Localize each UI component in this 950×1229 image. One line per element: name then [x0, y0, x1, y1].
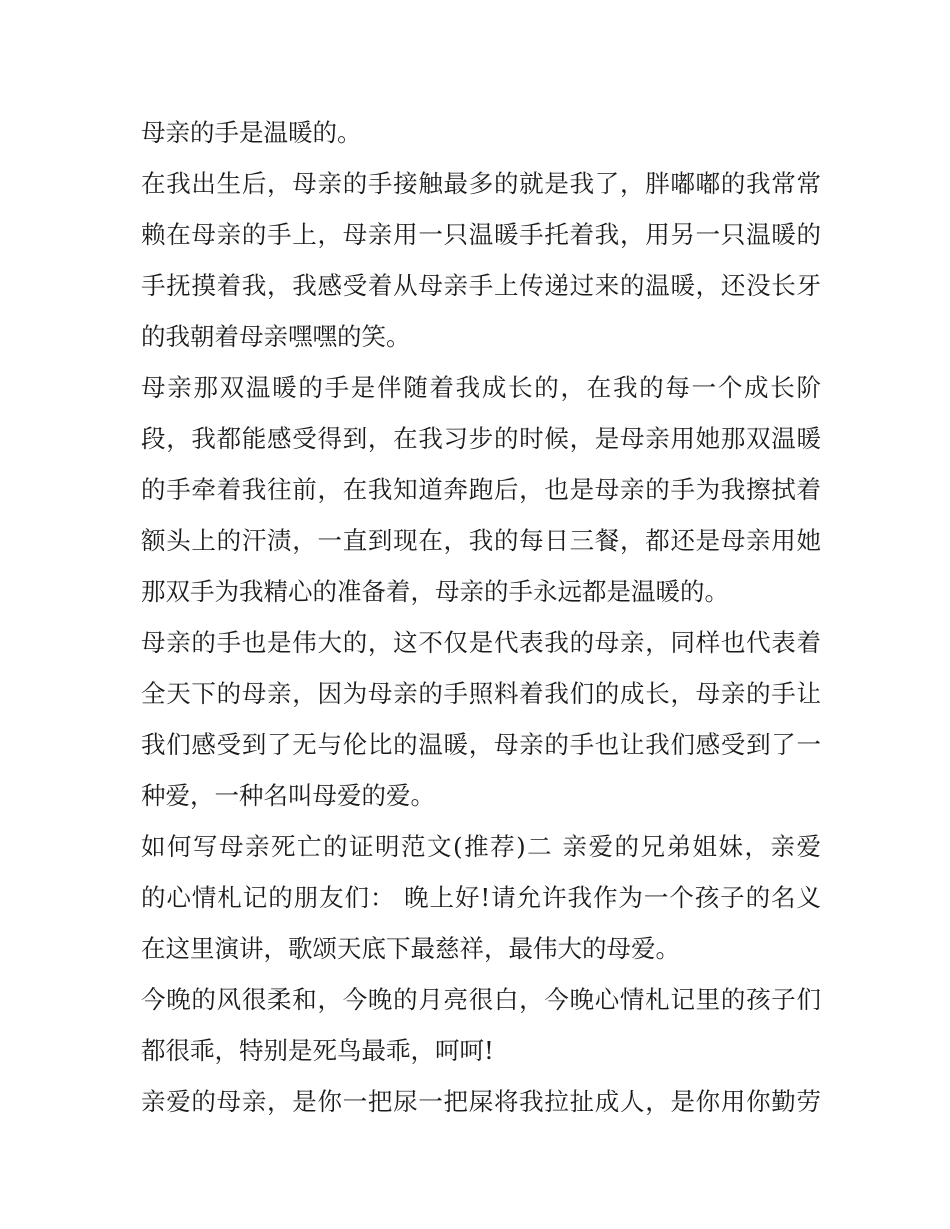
text-line: 赖在母亲的手上，母亲用一只温暖手托着我，用另一只温暖的	[141, 220, 821, 249]
text-line: 母亲的手也是伟大的，这不仅是代表我的母亲，同样也代表着	[141, 628, 821, 657]
text-line: 的手牵着我往前，在我知道奔跑后，也是母亲的手为我擦拭着	[141, 475, 821, 504]
text-line: 我们感受到了无与伦比的温暖，母亲的手也让我们感受到了一	[141, 730, 821, 759]
text-line: 那双手为我精心的准备着，母亲的手永远都是温暖的。	[141, 577, 729, 606]
document-body	[141, 107, 821, 1127]
text-line: 的心情札记的朋友们： 晚上好!请允许我作为一个孩子的名义	[141, 883, 821, 912]
text-line: 母亲那双温暖的手是伴随着我成长的，在我的每一个成长阶	[141, 373, 821, 402]
text-line: 全天下的母亲，因为母亲的手照料着我们的成长，母亲的手让	[141, 679, 821, 708]
text-line: 种爱，一种名叫母爱的爱。	[141, 781, 435, 810]
text-line: 都很乖，特别是死鸟最乖，呵呵!	[141, 1036, 494, 1065]
text-line: 如何写母亲死亡的证明范文(推荐)二 亲爱的兄弟姐妹，亲爱	[141, 832, 821, 861]
text-line: 手抚摸着我，我感受着从母亲手上传递过来的温暖，还没长牙	[141, 271, 821, 300]
text-line: 母亲的手是温暖的。	[141, 118, 362, 147]
text-line: 额头上的汗渍，一直到现在，我的每日三餐，都还是母亲用她	[141, 526, 821, 555]
text-line: 在我出生后，母亲的手接触最多的就是我了，胖嘟嘟的我常常	[141, 169, 821, 198]
text-line: 在这里演讲，歌颂天底下最慈祥，最伟大的母爱。	[141, 934, 680, 963]
text-line: 亲爱的母亲，是你一把尿一把屎将我拉扯成人，是你用你勤劳	[141, 1087, 821, 1116]
text-line: 段，我都能感受得到，在我习步的时候，是母亲用她那双温暖	[141, 424, 821, 453]
text-line: 今晚的风很柔和，今晚的月亮很白，今晚心情札记里的孩子们	[141, 985, 821, 1014]
text-line: 的我朝着母亲嘿嘿的笑。	[141, 322, 411, 351]
